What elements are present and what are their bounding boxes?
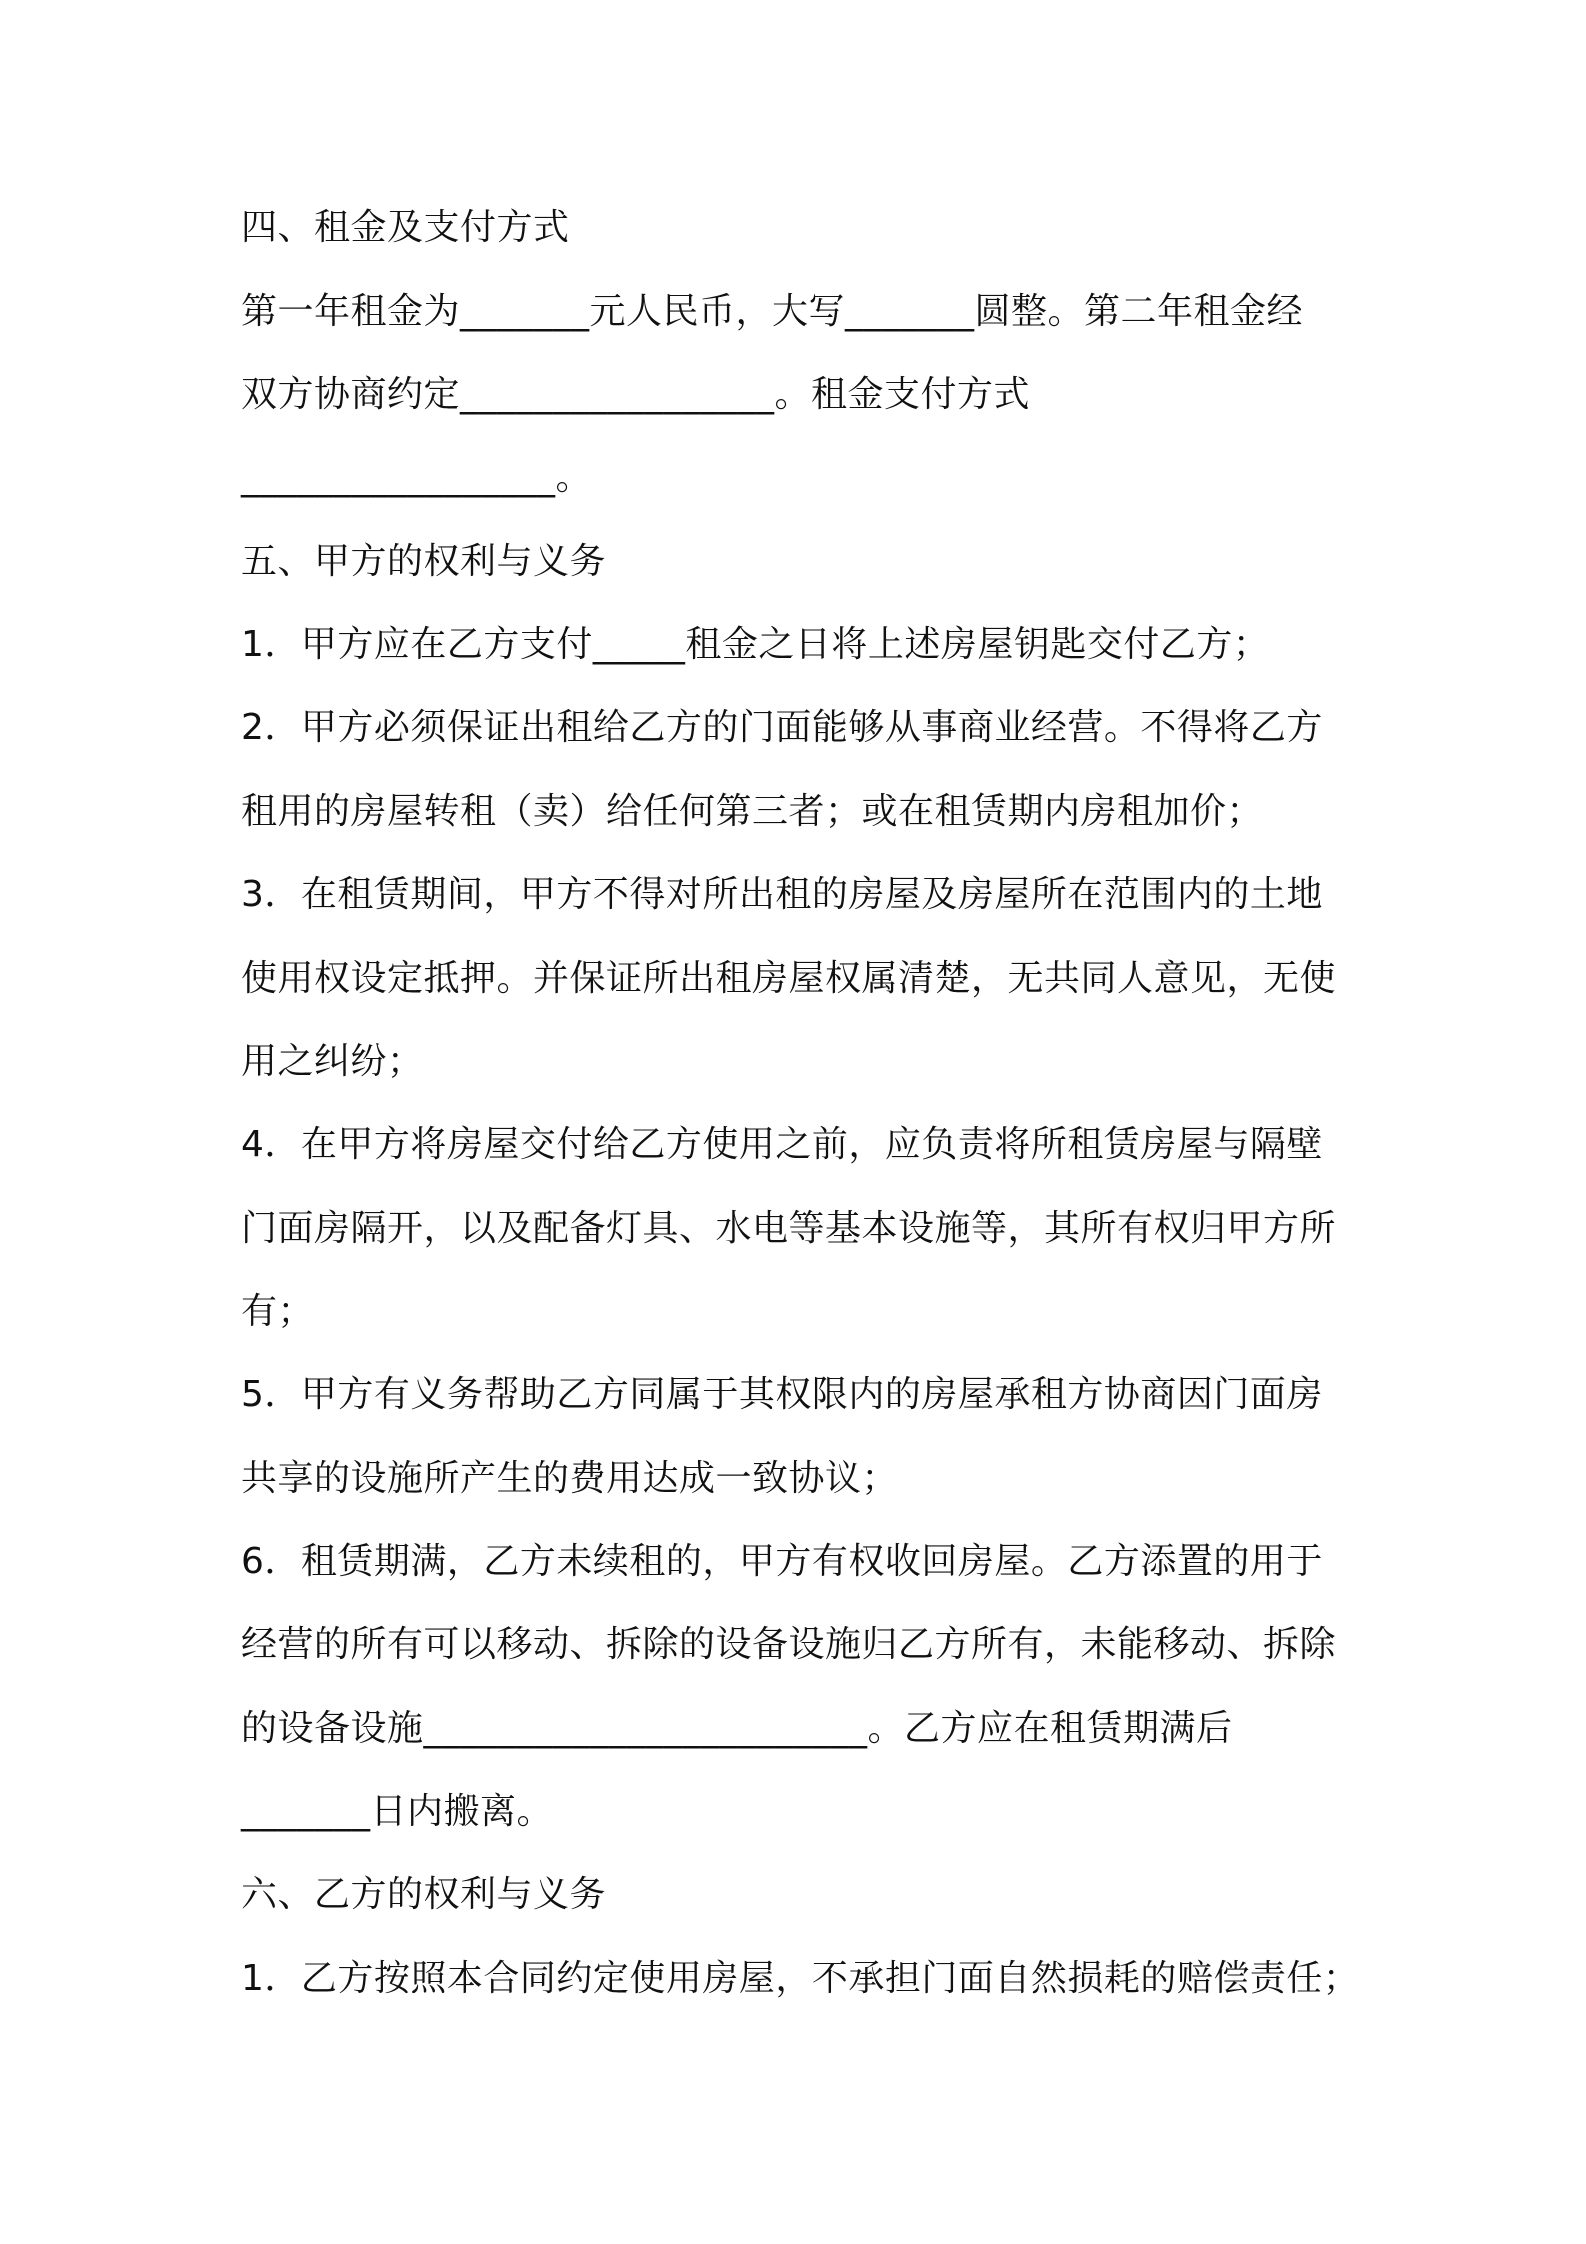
clause-line: 使用权设定抵押。并保证所出租房屋权属清楚，无共同人意见，无使 bbox=[241, 958, 1337, 999]
clause-line: 共享的设施所产生的费用达成一致协议； bbox=[241, 1458, 899, 1499]
clause-line: _______日内搬离。 bbox=[241, 1791, 554, 1832]
clause-line: 用之纠纷； bbox=[241, 1041, 424, 1082]
paragraph-line: 双方协商约定_________________。租金支付方式 bbox=[241, 374, 1031, 415]
clause-line: 2．甲方必须保证出租给乙方的门面能够从事商业经营。不得将乙方 bbox=[241, 707, 1323, 748]
paragraph-line: _________________。 bbox=[241, 457, 592, 498]
section-heading-party-b-rights: 六、乙方的权利与义务 bbox=[241, 1874, 607, 1915]
paragraph-line: 第一年租金为_______元人民币，大写_______圆整。第二年租金经 bbox=[241, 291, 1304, 332]
clause-line: 3．在租赁期间，甲方不得对所出租的房屋及房屋所在范围内的土地 bbox=[241, 874, 1323, 915]
section-heading-party-a-rights: 五、甲方的权利与义务 bbox=[241, 541, 607, 582]
clause-line: 租用的房屋转租（卖）给任何第三者；或在租赁期内房租加价； bbox=[241, 791, 1264, 832]
clause-line: 4．在甲方将房屋交付给乙方使用之前，应负责将所租赁房屋与隔壁 bbox=[241, 1124, 1323, 1165]
clause-line: 1．甲方应在乙方支付_____租金之日将上述房屋钥匙交付乙方； bbox=[241, 624, 1270, 665]
clause-line: 5．甲方有义务帮助乙方同属于其权限内的房屋承租方协商因门面房 bbox=[241, 1374, 1323, 1415]
clause-line: 的设备设施________________________。乙方应在租赁期满后 bbox=[241, 1708, 1233, 1749]
clause-line: 门面房隔开，以及配备灯具、水电等基本设施等，其所有权归甲方所 bbox=[241, 1208, 1337, 1249]
clause-line: 有； bbox=[241, 1291, 315, 1332]
clause-line: 经营的所有可以移动、拆除的设备设施归乙方所有，未能移动、拆除 bbox=[241, 1624, 1337, 1665]
clause-line: 1．乙方按照本合同约定使用房屋，不承担门面自然损耗的赔偿责任； bbox=[241, 1958, 1360, 1999]
section-heading-rent-and-payment: 四、租金及支付方式 bbox=[241, 207, 570, 248]
clause-line: 6．租赁期满，乙方未续租的，甲方有权收回房屋。乙方添置的用于 bbox=[241, 1541, 1323, 1582]
